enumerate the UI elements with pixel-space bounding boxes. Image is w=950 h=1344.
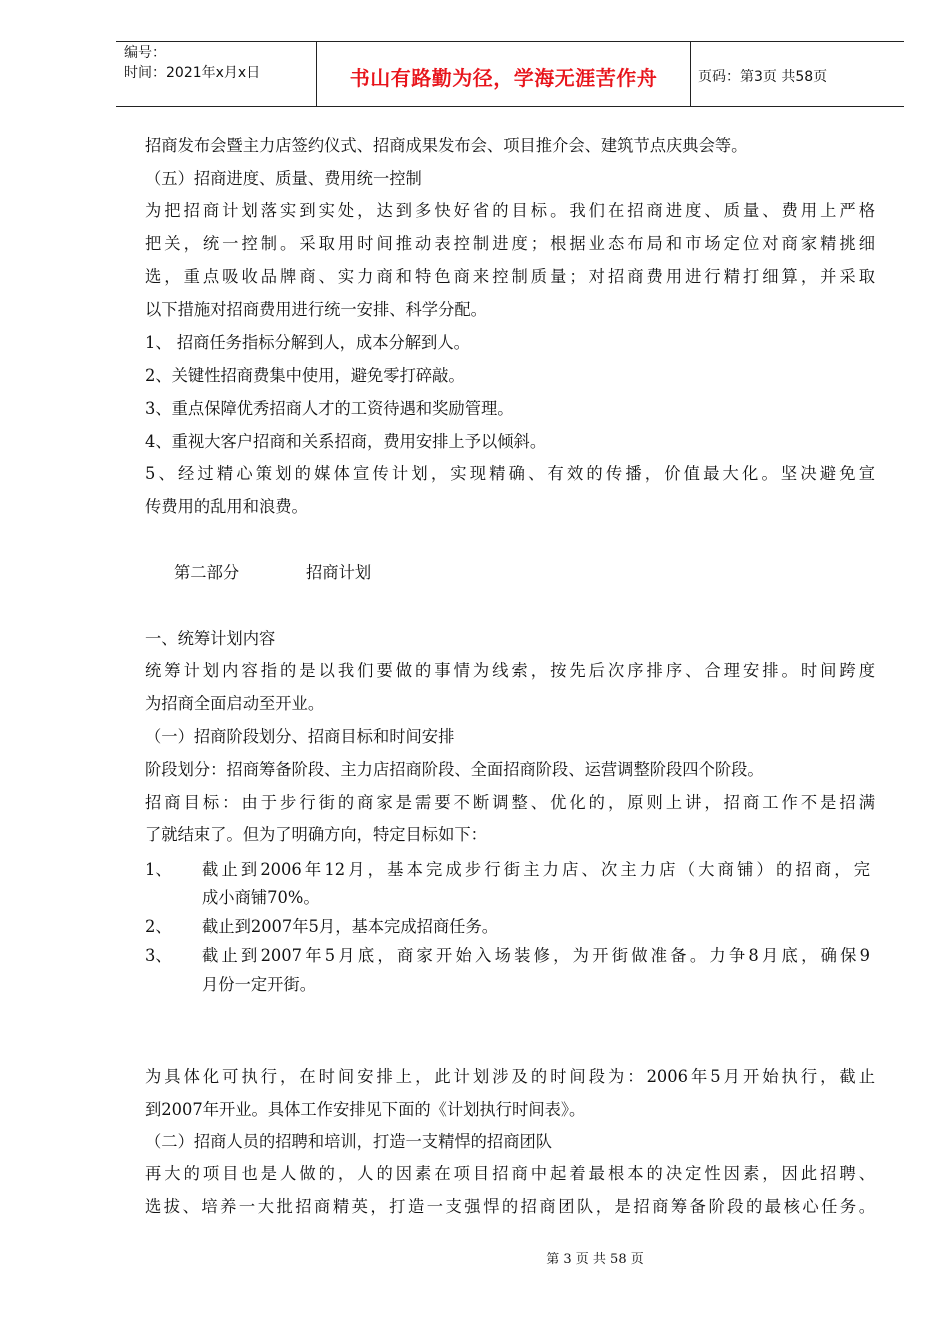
header-motto: 书山有路勤为径，学海无涯苦作舟 bbox=[349, 66, 658, 90]
body-line: 为把招商计划落实到实处，达到多快好省的目标。我们在招商进度、质量、费用上严格 bbox=[145, 201, 875, 220]
list-item: 5、经过精心策划的媒体宣传计划，实现精确、有效的传播，价值最大化。坚决避免宣 bbox=[145, 464, 875, 483]
list-number: 2、 bbox=[145, 917, 172, 936]
list-item: 1、 招商任务指标分解到人，成本分解到人。 bbox=[145, 333, 470, 352]
list-item-continued: 成小商铺70%。 bbox=[202, 888, 320, 907]
body-line: 选拔、培养一大批招商精英，打造一支强悍的招商团队，是招商筹备阶段的最核心任务。 bbox=[145, 1197, 875, 1216]
header-meta bbox=[124, 43, 260, 83]
list-item: 截止到2006年12月，基本完成步行街主力店、次主力店（大商铺）的招商，完 bbox=[202, 860, 870, 879]
list-item: 4、重视大客户招商和关系招商，费用安排上予以倾斜。 bbox=[145, 432, 547, 451]
body-line: 为具体化可执行，在时间安排上，此计划涉及的时间段为：2006年5月开始执行，截止 bbox=[145, 1067, 875, 1086]
section-heading: 一、统筹计划内容 bbox=[145, 629, 276, 648]
list-item: 3、重点保障优秀招商人才的工资待遇和奖励管理。 bbox=[145, 399, 514, 418]
body-line: 以下措施对招商费用进行统一安排、科学分配。 bbox=[145, 300, 487, 319]
body-line: 再大的项目也是人做的，人的因素在项目招商中起着最根本的决定性因素，因此招聘、 bbox=[145, 1164, 875, 1183]
header-divider-right bbox=[690, 41, 691, 107]
list-number: 1、 bbox=[145, 860, 172, 879]
page-footer: 第 3 页 共 58 页 bbox=[546, 1252, 644, 1267]
body-line: 招商目标：由于步行街的商家是需要不断调整、优化的，原则上讲，招商工作不是招满 bbox=[145, 793, 875, 812]
list-item: 截止到2007年5月，基本完成招商任务。 bbox=[202, 917, 499, 936]
part-title: 招商计划 bbox=[306, 563, 372, 582]
header-divider-left bbox=[316, 41, 317, 107]
body-line: 为招商全面启动至开业。 bbox=[145, 694, 325, 713]
body-line: 传费用的乱用和浪费。 bbox=[145, 497, 308, 516]
body-line: 到2007年开业。具体工作安排见下面的《计划执行时间表》。 bbox=[145, 1100, 586, 1119]
section-heading: （二）招商人员的招聘和培训，打造一支精悍的招商团队 bbox=[145, 1132, 553, 1151]
header-bottom-rule bbox=[116, 106, 904, 107]
serial-label: 编号： bbox=[124, 45, 166, 61]
time-label: 时间：2021年x月x日 bbox=[124, 65, 261, 81]
list-item-continued: 月份一定开街。 bbox=[202, 975, 316, 994]
part-label: 第二部分 bbox=[174, 563, 240, 582]
list-item: 截止到2007年5月底，商家开始入场装修，为开街做准备。力争8月底，确保9 bbox=[202, 946, 870, 965]
body-line: 选，重点吸收品牌商、实力商和特色商来控制质量；对招商费用进行精打细算，并采取 bbox=[145, 267, 875, 286]
body-line: 阶段划分：招商筹备阶段、主力店招商阶段、全面招商阶段、运营调整阶段四个阶段。 bbox=[145, 760, 764, 779]
section-heading: （五）招商进度、质量、费用统一控制 bbox=[145, 169, 422, 188]
list-item: 2、关键性招商费集中使用，避免零打碎敲。 bbox=[145, 366, 465, 385]
body-line: 招商发布会暨主力店签约仪式、招商成果发布会、项目推介会、建筑节点庆典会等。 bbox=[145, 136, 748, 155]
body-line: 把关，统一控制。采取用时间推动表控制进度；根据业态布局和市场定位对商家精挑细 bbox=[145, 234, 875, 253]
section-heading: （一）招商阶段划分、招商目标和时间安排 bbox=[145, 727, 455, 746]
body-line: 统筹计划内容指的是以我们要做的事情为线索，按先后次序排序、合理安排。时间跨度 bbox=[145, 661, 875, 680]
header-top-rule bbox=[116, 41, 904, 42]
list-number: 3、 bbox=[145, 946, 172, 965]
body-line: 了就结束了。但为了明确方向，特定目标如下： bbox=[145, 825, 487, 844]
header-page-info: 页码：第3页 共58页 bbox=[698, 69, 828, 85]
